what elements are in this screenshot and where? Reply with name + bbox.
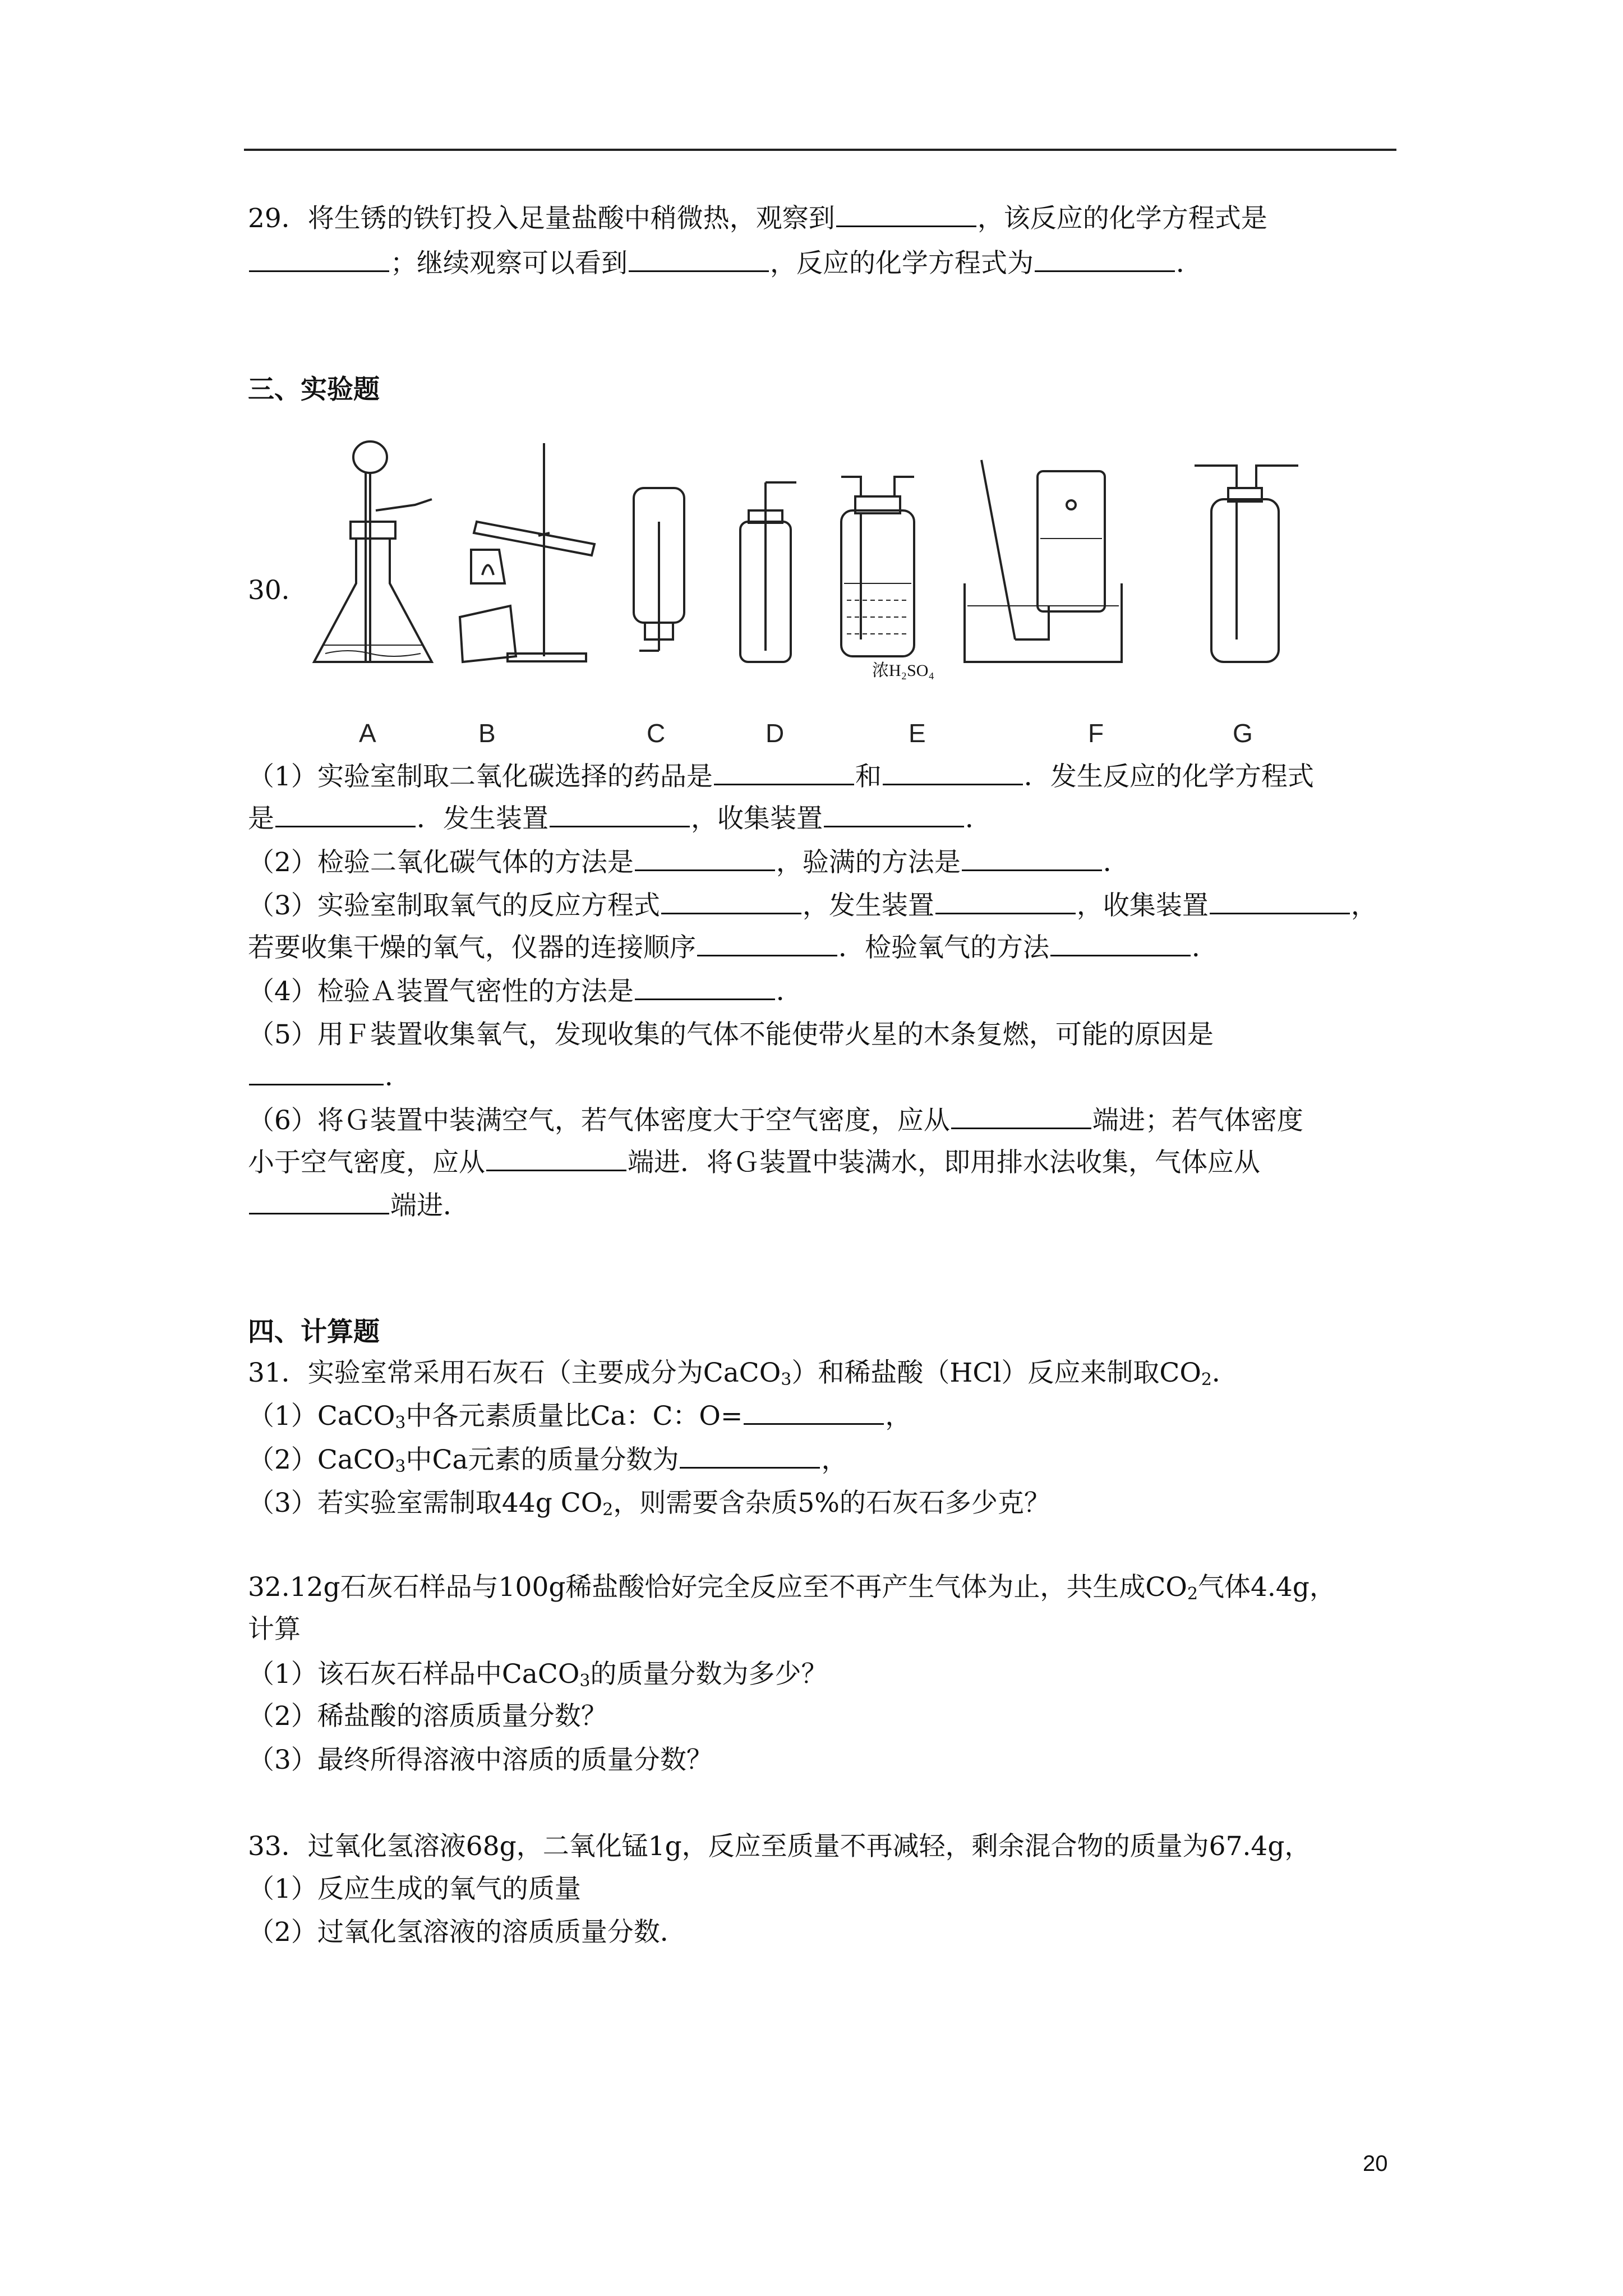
- answer-blank[interactable]: [249, 247, 389, 272]
- q31-text: ，: [821, 1444, 848, 1475]
- q29-text: ，该反应的化学方程式是: [977, 203, 1267, 234]
- apparatus-b-stand-icon: [460, 443, 594, 662]
- apparatus-label-a: A: [359, 719, 376, 748]
- q30-text: ．发生反应的化学方程式: [1023, 761, 1314, 792]
- answer-blank[interactable]: [275, 802, 416, 827]
- q30-text: ．: [965, 803, 992, 834]
- q30-part3-line1: [248, 889, 1398, 923]
- subscript: 3: [781, 1370, 792, 1389]
- apparatus-f-trough-icon: [965, 460, 1122, 662]
- q31-intro: [248, 1356, 1398, 1390]
- q31-text: 中各元素质量比Ca：C：O=: [405, 1401, 743, 1432]
- q30-part5-line1: [248, 1018, 1398, 1052]
- q30-text: ．发生装置: [417, 803, 548, 834]
- answer-blank[interactable]: [635, 975, 775, 1000]
- q30-text: ，验满的方法是: [776, 847, 961, 878]
- q30-text: （3）实验室制取氧气的反应方程式: [248, 890, 660, 921]
- apparatus-label-g: G: [1233, 719, 1253, 748]
- q31-part3: [248, 1487, 1398, 1520]
- answer-blank[interactable]: [249, 1189, 389, 1214]
- answer-blank[interactable]: [249, 1060, 384, 1085]
- q30-part6-line1: [248, 1104, 1398, 1138]
- q30-text: ．: [385, 1061, 411, 1092]
- q31-text: （1）CaCO: [248, 1401, 395, 1432]
- q30-text: 端进；若气体密度: [1092, 1105, 1303, 1136]
- q30-text: ，发生装置: [802, 890, 934, 921]
- answer-blank[interactable]: [629, 247, 769, 272]
- q32-text: 的质量分数为多少？: [590, 1659, 828, 1690]
- q30-text: ．: [1192, 932, 1218, 963]
- subscript: 3: [395, 1457, 406, 1476]
- answer-blank[interactable]: [951, 1104, 1091, 1129]
- apparatus-label-d: D: [766, 719, 785, 748]
- answer-blank[interactable]: [1210, 889, 1350, 914]
- q32-intro-2: 计算: [248, 1614, 301, 1645]
- apparatus-e-wash-bottle-icon: [841, 477, 914, 656]
- apparatus-label-e: E: [909, 719, 926, 748]
- apparatus-label-b: B: [478, 719, 496, 748]
- q30-text: ，收集装置: [1076, 890, 1209, 921]
- q33-part1: （1）反应生成的氧气的质量: [248, 1874, 581, 1904]
- q29-text: ；继续观察可以看到: [390, 248, 628, 279]
- q29-text: ，反应的化学方程式为: [770, 248, 1034, 279]
- subscript: 2: [1187, 1584, 1198, 1604]
- answer-blank[interactable]: [962, 846, 1102, 871]
- q30-text: ．: [1103, 847, 1129, 878]
- section-4-heading: 四、计算题: [248, 1317, 380, 1347]
- q31-text: 31．实验室常采用石灰石（主要成分为CaCO: [248, 1358, 781, 1388]
- q29-line-2: [248, 247, 1398, 280]
- q30-part3-line2: [248, 931, 1398, 965]
- answer-blank[interactable]: [1035, 247, 1175, 272]
- q30-number: 30．: [248, 575, 308, 606]
- subscript: 2: [602, 1500, 614, 1520]
- apparatus-label-f: F: [1088, 719, 1104, 748]
- q31-text: （3）若实验室需制取44g CO: [248, 1488, 603, 1519]
- q31-text: ．: [1211, 1358, 1238, 1388]
- answer-blank[interactable]: [714, 760, 854, 785]
- q31-text: （2）CaCO: [248, 1444, 395, 1475]
- apparatus-g-bottle-icon: [1195, 466, 1298, 662]
- q30-text: 端进．: [390, 1190, 469, 1221]
- q30-text: （2）检验二氧化碳气体的方法是: [248, 847, 634, 878]
- q31-text: ，则需要含杂质5%的石灰石多少克？: [613, 1488, 1050, 1519]
- section-3-heading: 三、实验题: [248, 374, 380, 405]
- q32-text: （1）该石灰石样品中CaCO: [248, 1659, 580, 1690]
- q30-part6-line3: [248, 1189, 1398, 1223]
- header-rule: [244, 149, 1396, 151]
- answer-blank[interactable]: [635, 846, 775, 871]
- apparatus-figure: [303, 438, 1312, 752]
- q30-part2: [248, 846, 1398, 880]
- q30-text: ，收集装置: [691, 803, 823, 834]
- acid-label: 浓H₂SO₄: [872, 661, 934, 680]
- q31-part2: [248, 1443, 1398, 1477]
- answer-blank[interactable]: [935, 889, 1076, 914]
- apparatus-c-jar-icon: [634, 488, 684, 651]
- answer-blank[interactable]: [824, 802, 964, 827]
- answer-blank[interactable]: [680, 1443, 820, 1469]
- q30-part4: [248, 975, 1398, 1009]
- apparatus-label-c: C: [647, 719, 666, 748]
- answer-blank[interactable]: [697, 931, 837, 956]
- q30-part1-line1: [248, 760, 1398, 794]
- q33-intro: 33．过氧化氢溶液68g，二氧化锰1g，反应至质量不再减轻，剩余混合物的质量为67.4g，: [248, 1831, 1311, 1862]
- q29-text: ．: [1176, 248, 1202, 279]
- answer-blank[interactable]: [486, 1146, 626, 1171]
- q30-text: 和: [855, 761, 882, 792]
- apparatus-a-flask-icon: [314, 441, 432, 662]
- q30-part1-line2: [248, 802, 1398, 836]
- apparatus-d-jar-icon: [740, 482, 796, 662]
- answer-blank[interactable]: [550, 802, 690, 827]
- page-number: 20: [1363, 2151, 1388, 2176]
- q30-text: 若要收集干燥的氧气，仪器的连接顺序: [248, 932, 696, 963]
- q31-text: 中Ca元素的质量分数为: [405, 1444, 679, 1475]
- q30-text: （1）实验室制取二氧化碳选择的药品是: [248, 761, 713, 792]
- answer-blank[interactable]: [744, 1400, 884, 1425]
- subscript: 3: [395, 1413, 406, 1433]
- q30-text: （4）检验Ａ装置气密性的方法是: [248, 976, 634, 1007]
- q30-part6-line2: [248, 1146, 1398, 1180]
- q31-text: ）和稀盐酸（HCl）反应来制取CO: [791, 1358, 1201, 1388]
- subscript: 3: [579, 1671, 591, 1691]
- q30-text: （6）将Ｇ装置中装满空气，若气体密度大于空气密度，应从: [248, 1105, 950, 1136]
- q32-part1: [248, 1658, 1398, 1691]
- q31-part1: [248, 1400, 1398, 1433]
- q29-text: 29．将生锈的铁钉投入足量盐酸中稍微热，观察到: [248, 203, 835, 234]
- q33-part2: （2）过氧化氢溶液的溶质质量分数．: [248, 1917, 686, 1948]
- q30-text: ．检验氧气的方法: [838, 932, 1049, 963]
- q30-text: 端进．将Ｇ装置中装满水，即用排水法收集，气体应从: [628, 1147, 1260, 1178]
- answer-blank[interactable]: [661, 889, 801, 914]
- q32-intro: [248, 1571, 1398, 1604]
- q31-text: ，: [885, 1401, 912, 1432]
- q30-text: 是: [248, 803, 274, 834]
- q30-part5-line2: [248, 1060, 1398, 1094]
- q29-line-1: [248, 202, 1398, 236]
- answer-blank[interactable]: [1050, 931, 1191, 956]
- q32-part3: （3）最终所得溶液中溶质的质量分数？: [248, 1745, 713, 1775]
- q30-text: （5）用Ｆ装置收集氧气，发现收集的气体不能使带火星的木条复燃，可能的原因是: [248, 1019, 1214, 1050]
- q30-text: 小于空气密度，应从: [248, 1147, 485, 1178]
- q30-text: ，: [1350, 890, 1377, 921]
- answer-blank[interactable]: [883, 760, 1023, 785]
- q32-text: 32.12g石灰石样品与100g稀盐酸恰好完全反应至不再产生气体为止，共生成CO: [248, 1572, 1187, 1603]
- q32-part2: （2）稀盐酸的溶质质量分数？: [248, 1701, 607, 1732]
- q30-text: ．: [776, 976, 803, 1007]
- answer-blank[interactable]: [836, 202, 976, 227]
- subscript: 2: [1201, 1370, 1212, 1389]
- q32-text: 气体4.4g，: [1198, 1572, 1336, 1603]
